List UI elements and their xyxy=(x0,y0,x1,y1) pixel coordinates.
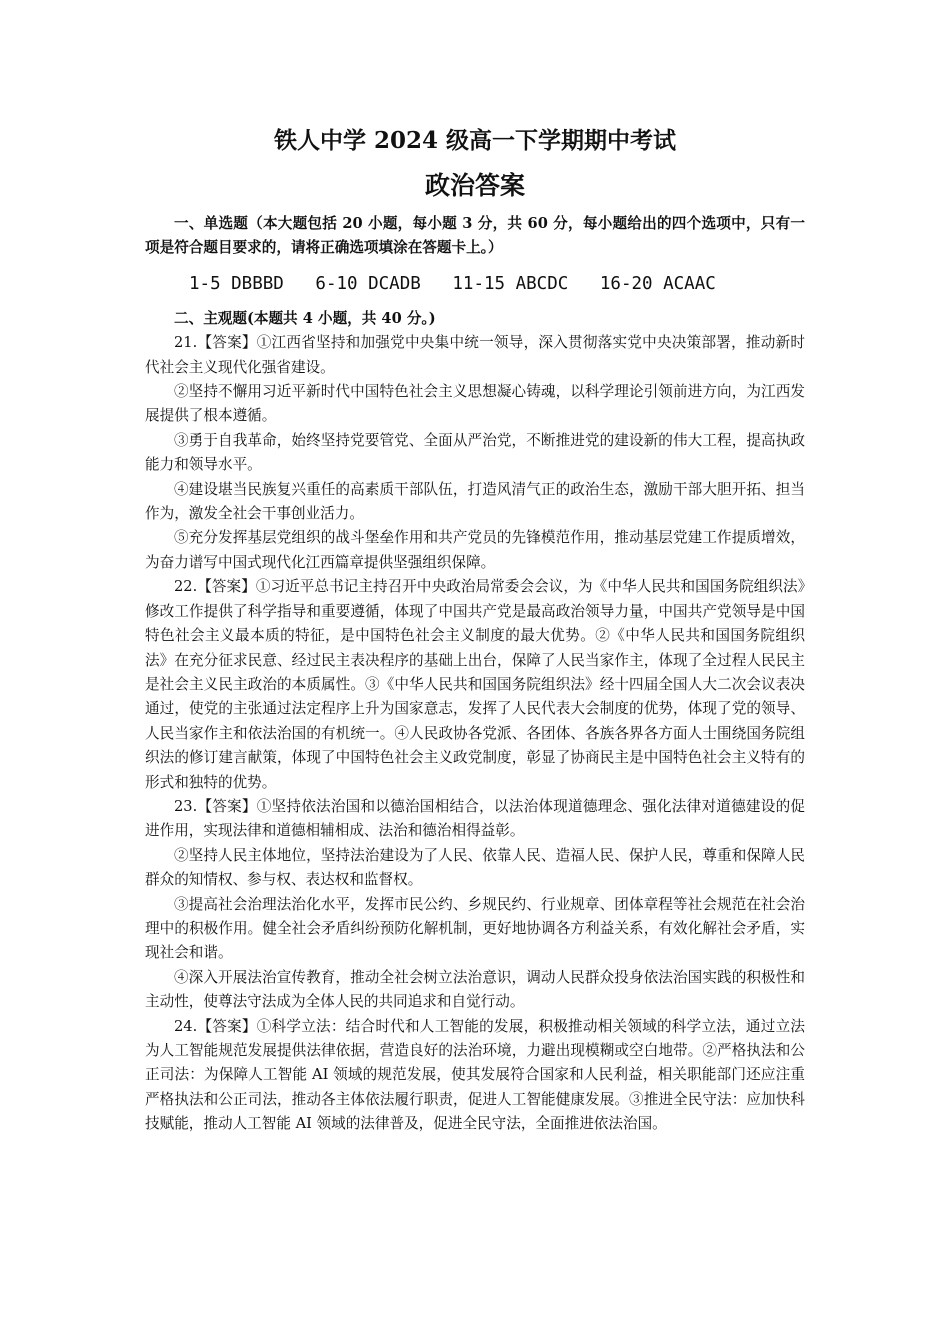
document-body xyxy=(145,212,805,1137)
q21-paragraph-5: ⑤充分发挥基层党组织的战斗堡垒作用和共产党员的先锋模范作用，推动基层党建工作提质增效，为奋力谱写中国式现代化江西篇章提供坚强组织保障。 xyxy=(145,529,805,571)
q21-paragraph-4: ④建设堪当民族复兴重任的高素质干部队伍，打造风清气正的政治生态，激励干部大胆开拓、担当作为，激发全社会干事创业活力。 xyxy=(145,480,805,523)
section-1-heading: 一、单选题（本大题包括 20 小题，每小题 3 分，共 60 分，每小题给出的四个选项中，只有一项是符合题目要求的，请将正确选项填涂在答题卡上。） xyxy=(145,215,805,257)
q23-paragraph-4: ④深入开展法治宣传教育，推动全社会树立法治意识，调动人民群众投身依法治国实践的积极性和主动性，使尊法守法成为全体人民的共同追求和自觉行动。 xyxy=(145,968,805,1011)
q23-paragraph-1: 23.【答案】①坚持依法治国和以德治国相结合，以法治体现道德理念、强化法律对道德建设的促进作用，实现法律和道德相辅相成、法治和德治相得益彰。 xyxy=(145,797,805,840)
q23-paragraph-3: ③提高社会治理法治化水平，发挥市民公约、乡规民约、行业规章、团体章程等社会规范在社会治理中的积极作用。健全社会矛盾纠纷预防化解机制，更好地协调各方利益关系，有效化解社会矛盾，实现社会和谐。 xyxy=(145,895,805,962)
q21-paragraph-2: ②坚持不懈用习近平新时代中国特色社会主义思想凝心铸魂，以科学理论引领前进方向，为江西发展提供了根本遵循。 xyxy=(145,383,805,425)
q21-paragraph-3: ③勇于自我革命，始终坚持党要管党、全面从严治党，不断推进党的建设新的伟大工程，提高执政能力和领导水平。 xyxy=(145,431,805,474)
section-2-heading: 二、主观题(本题共 4 小题，共 40 分。) xyxy=(174,309,436,327)
q22-paragraph: 22.【答案】①习近平总书记主持召开中央政治局常委会会议，为《中华人民共和国国务院组织法》修改工作提供了科学指导和重要遵循，体现了中国共产党是最高政治领导力量，中国共产党领导是中国特色社会主义最本质的特征，是中国特色社会主义制度的最大优势。②《中华人民共和国国务院组织法》在充分征求民意、经过民主表决程序的基础上出台，保障了人民当家作主，体现了全过程人民民主是社会主义民主政治的本质属性。③《中华人民共和国国务院组织法》经十四届全国人大二次会议表决通过，使党的主张通过法定程序上升为国家意志，发挥了人民代表大会制度的优势，体现了党的领导、人民当家作主和依法治国的有机统一。④人民政协各党派、各团体、各族各界各方面人士围绕国务院组织法的修订建言献策，体现了中国特色社会主义政党制度，彰显了协商民主是中国特色社会主义特有的形式和独特的优势。 xyxy=(145,578,805,791)
q23-paragraph-2: ②坚持人民主体地位，坚持法治建设为了人民、依靠人民、造福人民、保护人民，尊重和保障人民群众的知情权、参与权、表达权和监督权。 xyxy=(145,846,805,889)
q21-paragraph-1: 21.【答案】①江西省坚持和加强党中央集中统一领导，深入贯彻落实党中央决策部署，推动新时代社会主义现代化强省建设。 xyxy=(145,334,805,376)
multiple-choice-answers: 1-5 DBBBD 6-10 DCADB 11-15 ABCDC 16-20 ACAAC xyxy=(189,273,716,294)
page-title: 铁人中学 2024 级高一下学期期中考试 xyxy=(273,127,677,154)
q24-paragraph: 24.【答案】①科学立法：结合时代和人工智能的发展，积极推动相关领域的科学立法，通过立法为人工智能规范发展提供法律依据，营造良好的法治环境，力避出现模糊或空白地带。②严格执法和公正司法：为保障人工智能 AI 领域的规范发展，使其发展符合国家和人民利益，相关职能部门还应注重严格执法和公正司法，推动各主体依法履行职责，促进人工智能健康发展。③推进全民守法：应加快科技赋能，推动人工智能 AI 领域的法律普及，促进全民守法，全面推进依法治国。 xyxy=(145,1017,805,1133)
page-subtitle: 政治答案 xyxy=(424,171,525,200)
